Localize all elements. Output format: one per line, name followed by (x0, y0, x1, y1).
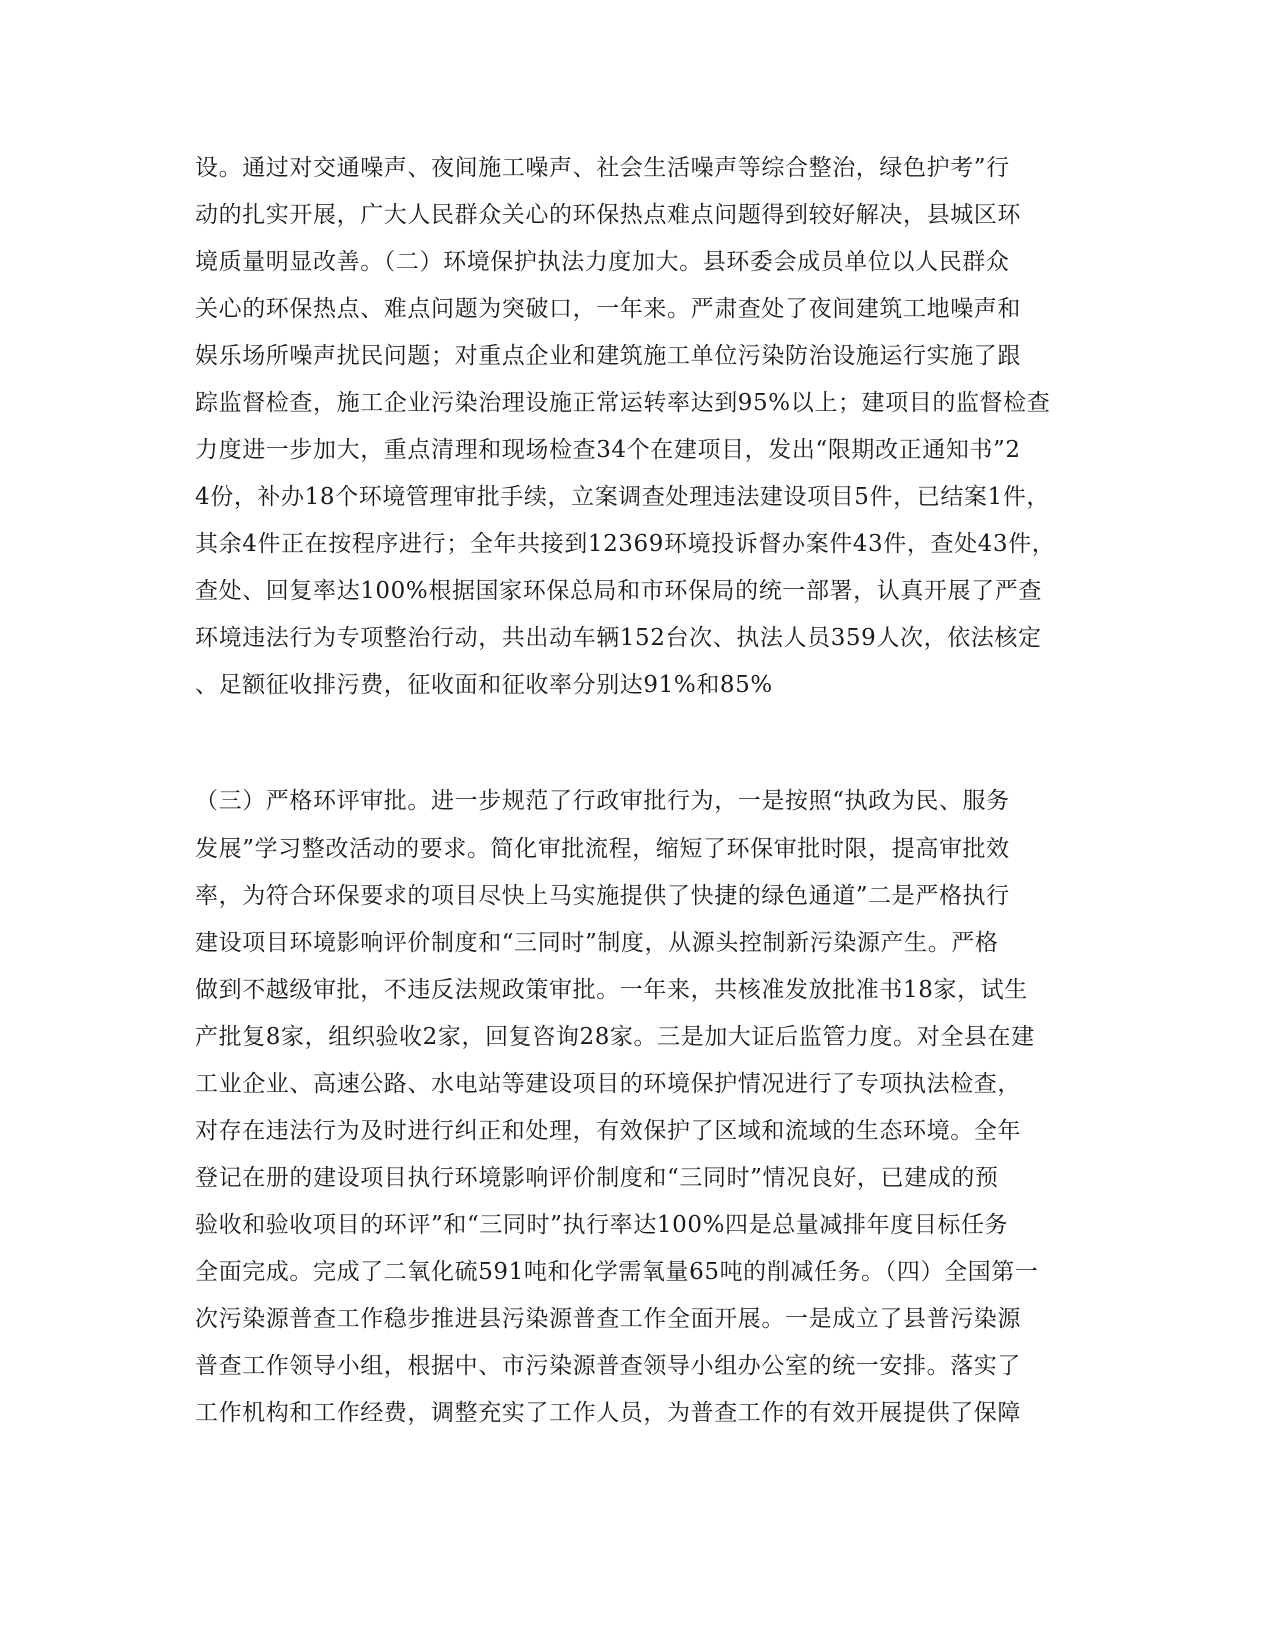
paragraph-2-line-10: 验收和验收项目的环评”和“三同时”执行率达100%四是总量减排年度目标任务 (195, 1212, 1009, 1238)
paragraph-1-line-3: 境质量明显改善。（二）环境保护执法力度加大。县环委会成员单位以人民群众 (195, 249, 1010, 275)
paragraph-1-line-10: 查处、回复率达100%根据国家环保总局和市环保局的统一部署，认真开展了严查 (195, 578, 1042, 604)
paragraph-1-line-12: 、足额征收排污费，征收面和征收率分别达91%和85% (195, 672, 773, 698)
paragraph-2-line-2: 发展”学习整改活动的要求。简化审批流程，缩短了环保审批时限，提高审批效 (195, 836, 1010, 862)
paragraph-2-line-1: （三）严格环评审批。进一步规范了行政审批行为，一是按照“执政为民、服务 (195, 788, 1010, 814)
paragraph-1-line-6: 踪监督检查，施工企业污染治理设施正常运转率达到95%以上；建项目的监督检查 (195, 390, 1051, 416)
paragraph-1-line-4: 关心的环保热点、难点问题为突破口，一年来。严肃查处了夜间建筑工地噪声和 (195, 296, 1021, 322)
paragraph-2-line-12: 次污染源普查工作稳步推进县污染源普查工作全面开展。一是成立了县普污染源 (195, 1306, 1021, 1332)
paragraph-2-line-11: 全面完成。完成了二氧化硫591吨和化学需氧量65吨的削减任务。（四）全国第一 (195, 1259, 1039, 1285)
paragraph-2-line-8: 对存在违法行为及时进行纠正和处理，有效保护了区域和流域的生态环境。全年 (195, 1118, 1021, 1144)
paragraph-1-line-7: 力度进一步加大，重点清理和现场检查34个在建项目，发出“限期改正通知书”2 (195, 437, 1021, 463)
paragraph-1-line-8: 4份，补办18个环境管理审批手续，立案调查处理违法建设项目5件，已结案1件， (195, 484, 1050, 510)
paragraph-2-line-5: 做到不越级审批，不违反法规政策审批。一年来，共核准发放批准书18家，试生 (195, 977, 1028, 1003)
paragraph-2-line-14: 工作机构和工作经费，调整充实了工作人员，为普查工作的有效开展提供了保障 (195, 1400, 1021, 1426)
paragraph-2-line-7: 工业企业、高速公路、水电站等建设项目的环境保护情况进行了专项执法检查， (195, 1071, 1021, 1097)
paragraph-2-line-4: 建设项目环境影响评价制度和“三同时”制度，从源头控制新污染源产生。严格 (195, 930, 999, 956)
paragraph-1-line-1: 设。通过对交通噪声、夜间施工噪声、社会生活噪声等综合整治，绿色护考”行 (195, 155, 1010, 181)
paragraph-1-line-2: 动的扎实开展，广大人民群众关心的环保热点难点问题得到较好解决，县城区环 (195, 202, 1021, 228)
paragraph-1-line-9: 其余4件正在按程序进行；全年共接到12369环境投诉督办案件43件，查处43件， (195, 531, 1056, 557)
paragraph-2-line-13: 普查工作领导小组，根据中、市污染源普查领导小组办公室的统一安排。落实了 (195, 1353, 1021, 1379)
paragraph-1-line-5: 娱乐场所噪声扰民问题；对重点企业和建筑施工单位污染防治设施运行实施了跟 (195, 343, 1021, 369)
paragraph-2-line-3: 率，为符合环保要求的项目尽快上马实施提供了快捷的绿色通道”二是严格执行 (195, 883, 1010, 909)
paragraph-2-line-6: 产批复8家，组织验收2家，回复咨询28家。三是加大证后监管力度。对全县在建 (195, 1024, 1035, 1050)
paragraph-2-line-9: 登记在册的建设项目执行环境影响评价制度和“三同时”情况良好，已建成的预 (195, 1165, 999, 1191)
paragraph-1-line-11: 环境违法行为专项整治行动，共出动车辆152台次、执法人员359人次，依法核定 (195, 625, 1042, 651)
